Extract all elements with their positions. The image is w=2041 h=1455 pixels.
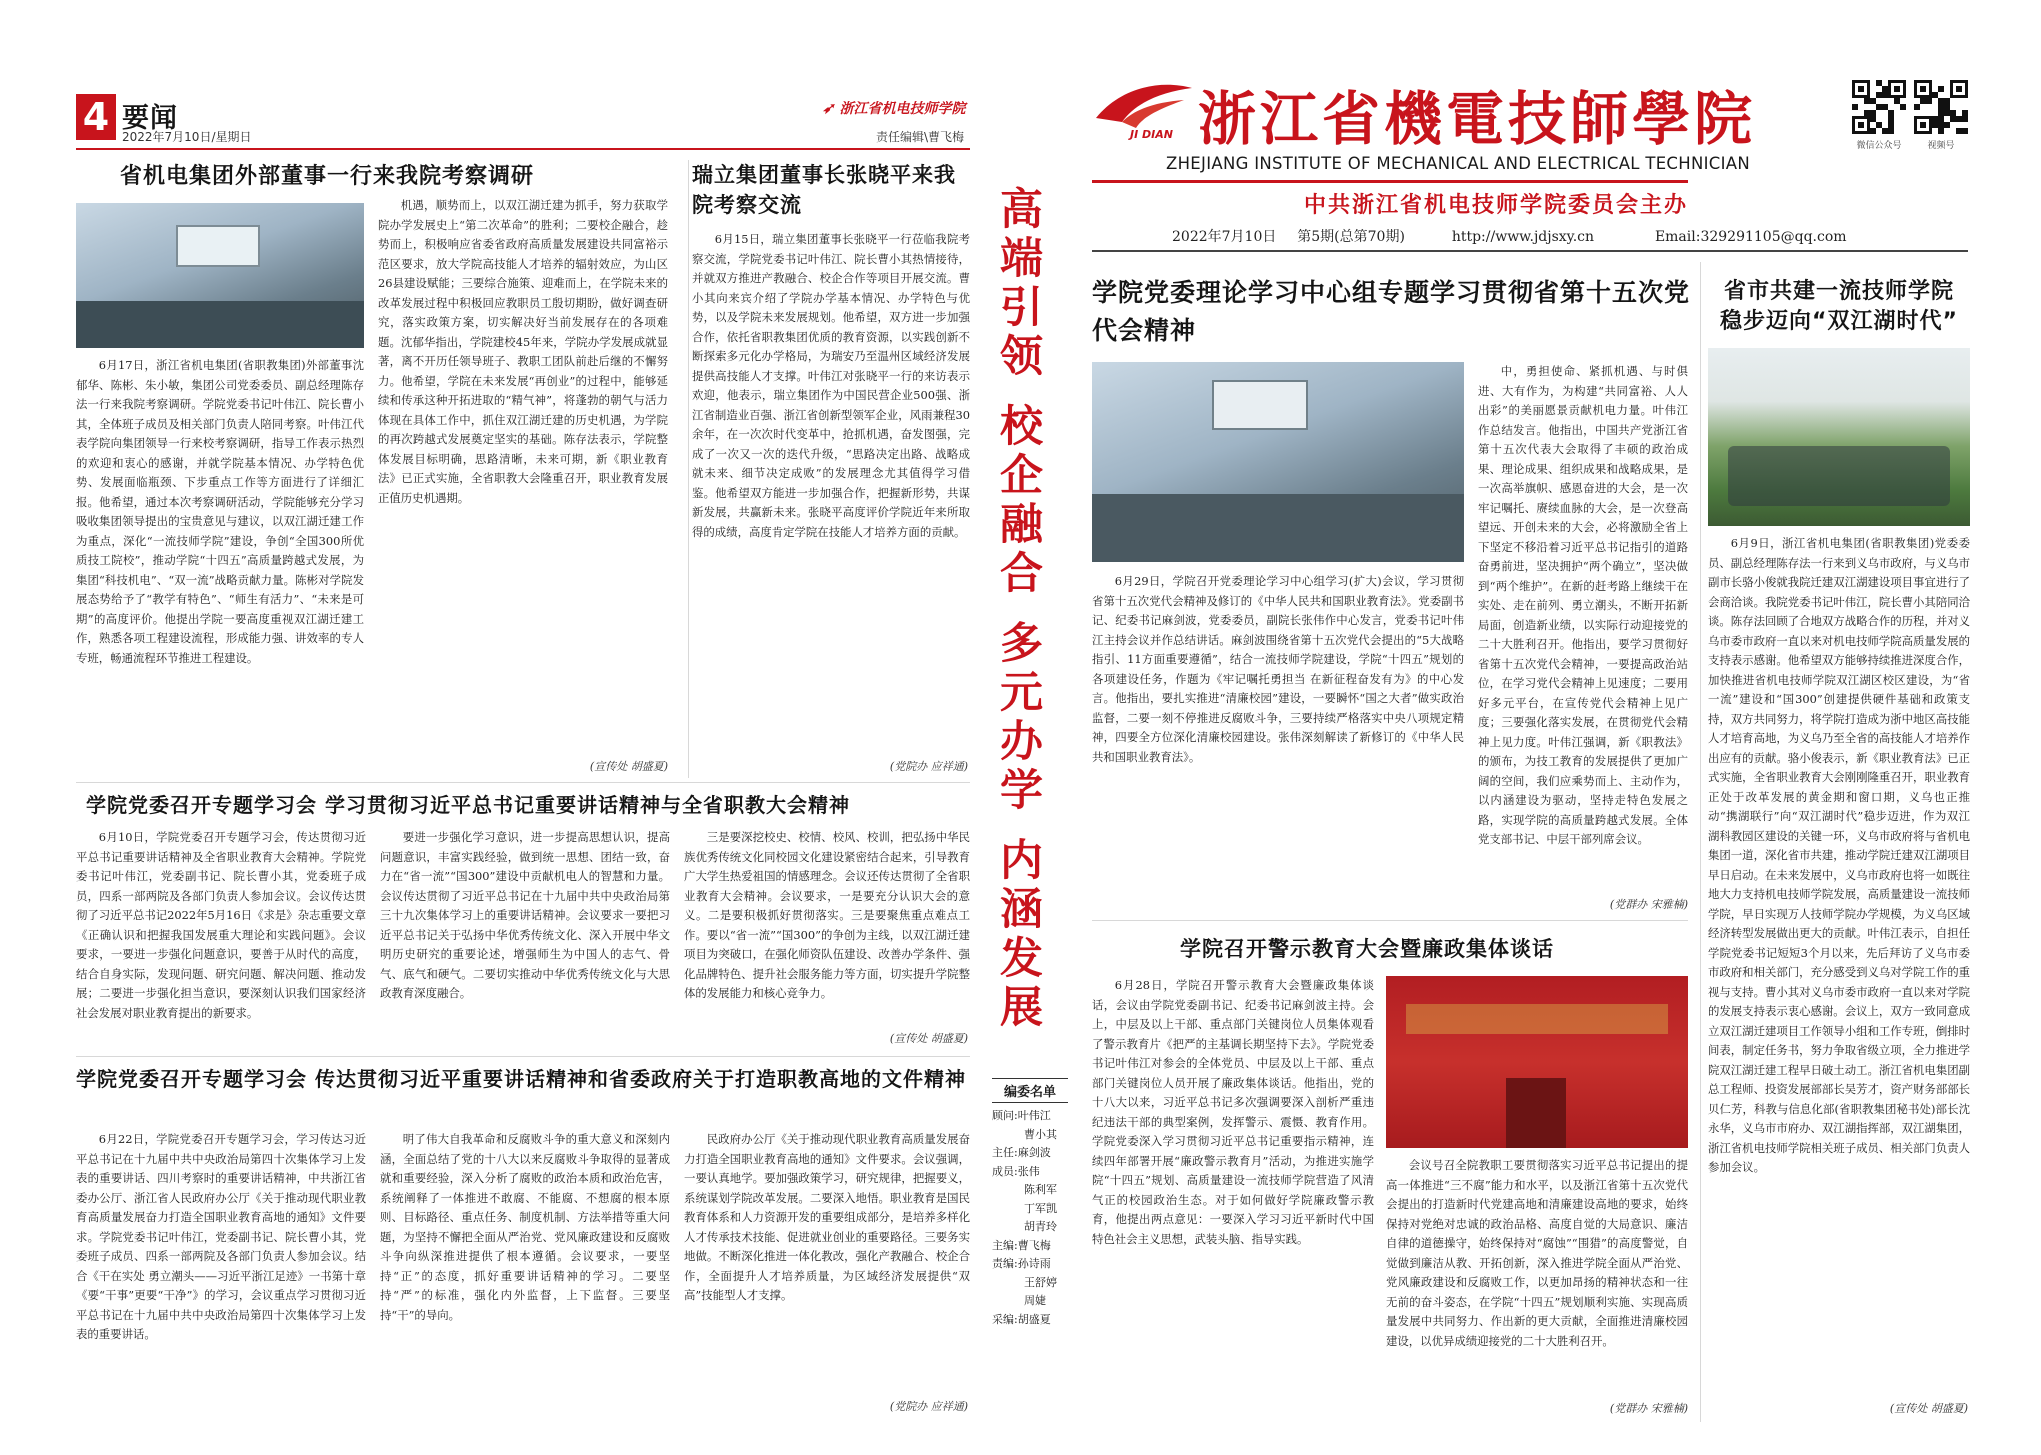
photo-group [1728,446,1950,506]
article-body-col2: 会议号召全院教职工要贯彻落实习近平总书记提出的提高一体推进“三不腐”能力和水平，以及浙江省第十五次党代会提出的打造新时代党建高地和清廉建设高地的要求，始终保持对党绝对忠诚的政治品格、高度自觉的大局意识、廉洁自律的道德操守，始终保持对“腐蚀”“围猎”的高度警觉，自觉做到廉洁从教、开拓创新，深入推进学院全面从严治党、党风廉政建设和反腐败工作，以更加昂扬的精神状态和一往无前的奋斗姿态，在学院“十四五”规划顺利实施、实现高质量发展中共同努力、作出新的更大贡献，全面推进清廉校园建设，以优异成绩迎接党的二十大胜利召开。 [1386,1158,1688,1348]
article-body: 6月15日，瑞立集团董事长张晓平一行莅临我院考察交流，学院党委书记叶伟江、院长曹小其热情接待，并就双方推进产教融合、校企合作等项目开展交流。曹小其向来宾介绍了学院办学基本情况、办学特色与优势，以及学院未来发展规划。他希望，双方进一步加强合作，依托省职教集团优质的教育资源，以实践创新不断探索多元化办学格局，为瑞安乃至温州区域经济发展提供高技能人才支撑。叶伟江对张晓平一行的来访表示欢迎，他表示，瑞立集团作为中国民营企业500强、浙江省制造业百强、浙江省创新型领军企业，风雨兼程30余年，在一次次时代变革中，抢抓机遇，奋发图强，完成了一次又一次的迭代升级，“思路决定出路、战略成就未来、细节决定成败”的发展理念尤其值得学习借鉴。他希望双方能进一步加强合作，把握新形势，共谋新发展，共赢新未来。张晓平高度评价学院近年来所取得的成绩，高度肯定学院在技能人才培养方面的贡献。 [692,232,970,539]
article-body-col2: 要进一步强化学习意识，进一步提高思想认识，提高问题意识，丰富实践经验，做到统一思想、团结一致，奋力在“省一流”“国300”建设中贡献机电人的智慧和力量。会议传达贯彻了习近平总书记在十九届中共中央政治局第三十九次集体学习上的重要讲话精神。会议要求一要把习近平总书记关于弘扬中华优秀传统文化、深入开展中华文明历史研究的重要论述，增强师生为中国人的志气、骨气、底气和硬气。二要切实推动中华优秀传统文化与大思政教育深度融合。 [380,830,670,1000]
masthead-title: 浙江省機電技師學院 [1198,85,1757,153]
article-body: 6月9日，浙江省机电集团(省职教集团)党委委员、副总经理陈存法一行来到义乌市政府，与义乌市副市长骆小俊就我院迁建双江湖建设项目事宜进行了会商洽谈。我院党委书记叶伟江，院长曹小其陪同洽谈。陈存法回顾了合地双方战略合作的历程，并对义乌市委市政府一直以来对机电技师学院高质量发展的支持表示感谢。他希望双方能够持续推进深度合作，加快推进省机电技师学院双江湖区校区建设，为“省一流”建设和“国300”创建提供硬件基础和政策支持，双方共同努力，将学院打造成为浙中地区高技能人才培育高地，为义乌乃至全省的高技能人才培养作出应有的贡献。骆小俊表示，新《职业教育法》已正式实施，全省职业教育大会刚刚隆重召开，职业教育正处于改革发展的黄金期和窗口期，义乌也正推动“携湖联行”向“双江湖时代”稳步迈进，作为双江湖科教园区建设的关键一环，义乌市政府将与省机电集团一道，深化省市共建，推动学院迁建双江湖项目早日启动。在未来发展中，义乌市政府也将一如既往地大力支持机电技师学院发展，高质量建设一流技师学院，早日实现万人技师学院办学规模，为义乌区域经济转型发展做出更大的贡献。叶伟江表示，自担任学院党委书记短短3个月以来，先后拜访了义乌市委市政府和相关部门，充分感受到义乌对学院工作的重视与支持。曹小其对义乌市委市政府一直以来对学院的发展支持表示衷心感谢。会议上，双方一致同意成立双江湖迁建项目工作领导小组和工作专班，倒排时间表，制定任务书，努力争取省级立项，全力推进学院双江湖迁建工程早日破土动工。浙江省机电集团副总工程师、投资发展部部长吴芳才，资产财务部部长贝仁芳，科教与信息化部(省职教集团秘书处)部长沈永华，义乌市市府办、双江湖指挥部，双江湖集团，浙江省机电技师学院相关班子成员、相关部门负责人参加会议。 [1708,536,1970,1174]
article-body-col1: 6月10日，学院党委召开专题学习会，传达贯彻习近平总书记重要讲话精神及全省职业教育大会精神。学院党委书记叶伟江，党委副书记、院长曹小其，党委班子成员，四系一部两院及各部门负责人参加会议。会议传达贯彻了习近平总书记2022年5月16日《求是》杂志重要文章《正确认识和把握我国发展重大理论和实践问题》。会议要求，一要进一步强化问题意识，要善于从时代的高度，结合自身实际，发现问题、研究问题、解决问题、推动发展；二要进一步强化担当意识，要深刻认识我们国家经济社会发展对职业教育提出的新要求。 [76,830,366,1020]
qr-code-wechat [1852,80,1906,134]
article-title: 省机电集团外部董事一行来我院考察调研 [120,164,535,189]
wing-icon: ➶ [822,99,835,117]
article-body-col3: 民政府办公厅《关于推动现代职业教育高质量发展奋力打造全国职业教育高地的通知》文件要求。会议强调，一要认真地学。要加强政策学习，研究规律，把握要义，系统谋划学院改革发展。二要深入地悟。职业教育是国民教育体系和人力资源开发的重要组成部分，是培养多样化人才传承技术技能、促进就业创业的重要路径。三要务实地做。不断深化推进一体化教改，强化产教融合、校企合作，全面提升人才培养质量，为区域经济发展提供“双高”技能型人才支撑。 [684,1132,970,1302]
article-byline: (宣传处 胡盛夏) [589,760,668,773]
editorial-board-line: 成员:张伟 [992,1164,1040,1178]
column-divider [1700,262,1701,1422]
editorial-board-line: 采编:胡盛夏 [992,1312,1051,1326]
editorial-board-line: 顾问:叶伟江 [992,1109,1051,1122]
article-photo [1386,976,1688,1148]
editorial-board-line: 周婕 [1024,1294,1046,1307]
section-divider [76,782,970,783]
masthead-sponsor: 中共浙江省机电技师学院委员会主办 [1304,193,1689,218]
article-photo [1092,362,1464,562]
article-title: 学院党委理论学习中心组专题学习贯彻省第十五次党代会精神 [1092,278,1691,345]
section-divider [76,1056,970,1057]
photo-podium [1506,1078,1566,1148]
article-byline: (党院办 应祥通) [889,760,968,773]
article-body-col1: 6月28日，学院召开警示教育大会暨廉政集体谈话，会议由学院党委副书记、纪委书记麻剑波主持。会上，中层及以上干部、重点部门关键岗位人员集体观看了警示教育片《把严的主基调长期坚持下去》。学院党委书记叶伟江对参会的全体党员、中层及以上干部、重点部门关键岗位人员开展了廉政集体谈话。他指出，党的十八大以来，习近平总书记多次强调要深入剖析严重违纪违法干部的典型案例，发挥警示、震慑、教育作用。学院党委深入学习贯彻习近平总书记重要指示精神，连续四年部署开展“廉政警示教育月”活动，为推进实施学院“十四五”规划、高质量建设一流技师学院营造了风清气正的校园政治生态。对于如何做好学院廉政警示教育，他提出两点意见：一要深入学习习近平新时代中国特色社会主义思想，武装头脑、指导实践。 [1092,978,1374,1246]
editorial-board-lines [992,1107,1068,1329]
left-logo-text: 浙江省机电技师学院 [839,101,966,117]
article-title: 瑞立集团董事长张晓平来我院考察交流 [692,163,956,217]
article-body-col1: 6月29日，学院召开党委理论学习中心组学习(扩大)会议，学习贯彻省第十五次党代会精神及修订的《中华人民共和国职业教育法》。党委副书记、纪委书记麻剑波，党委委员，副院长张伟作中心发言，党委书记叶伟江主持会议并作总结讲话。麻剑波围绕省第十五次党代会提出的“5大战略指引、11方面重要遵循”，结合一流技师学院建设，学院“十四五”规划的各项建设任务，作题为《牢记嘱托勇担当 在新征程奋发有为》的中心发言。他指出，要扎实推进“清廉校园”建设，一要瞬怀“国之大者”做实政治监督，二要一刻不停推进反腐败斗争，三要持续严格落实中央八项规定精神，四要全方位深化清廉校园建设。张伟深刻解读了新修订的《中华人民共和国职业教育法》。 [1092,574,1464,764]
masthead-red-band [1092,180,1688,183]
masthead-email[interactable]: Email:329291105@qq.com [1654,229,1847,245]
editorial-board-title: 编委名单 [992,1078,1068,1103]
page-number-badge: 4 [76,94,116,140]
editorial-board-line: 丁军凯 [1024,1201,1057,1215]
editor-credit: 责任编辑\曹飞梅 [876,130,965,144]
qr-label-video: 视频号 [1927,141,1955,151]
article-body-col2: 中，勇担使命、紧抓机遇、与时俱进、大有作为，为构建“共同富裕、人人出彩”的美丽愿景贡献机电力量。叶伟江作总结发言。他指出，中国共产党浙江省第十五次代表大会取得了丰硕的政治成果、理论成果、组织成果和战略成果，是一次高举旗帜、感恩奋进的大会，是一次牢记嘱托、赓续血脉的大会，是一次登高望远、开创未来的大会，必将激励全省上下坚定不移沿着习近平总书记指引的道路奋勇前进，坚决拥护“两个确立”，坚决做到“两个维护”。在新的赶考路上继续干在实处、走在前列、勇立潮头，不断开拓新局面，创造新业绩，以实际行动迎接党的二十大胜利召开。他指出，要学习贯彻好省第十五次党代会精神，一要提高政治站位，在学习党代会精神上见速度；二要用好多元平台，在宣传党代会精神上见广度；三要强化落实发展，在贯彻党代会精神上见力度。叶伟江强调，新《职教法》的颁布，为技工教育的发展提供了更加广阔的空间，我们应乘势而上、主动作为，以内涵建设为驱动，坚持走特色发展之路，实现学院的高质量跨越式发展。全体党支部书记、中层干部列席会议。 [1478,364,1688,846]
article-body-col2: 明了伟大自我革命和反腐败斗争的重大意义和深刻内涵，全面总结了党的十八大以来反腐败斗争取得的显著成就和重要经验，深入分析了腐败的政治本质和政治危害，系统阐释了一体推进不敢腐、不能腐、不想腐的根本原则、目标路径、重点任务、制度机制、方法举措等重大问题，为坚持不懈把全面从严治党、党风廉政建设和反腐败斗争向纵深推进提供了根本遵循。会议要求，一要坚持“正”的态度，抓好重要讲话精神的学习。二要坚持“严”的标准，强化内外监督，上下监督。三要坚持“干”的导向。 [380,1132,670,1322]
masthead-rule [1092,250,1968,252]
section-title: 要闻 [122,103,178,134]
editorial-board-line: 主编:曹飞梅 [992,1238,1051,1252]
article-title: 学院召开警示教育大会暨廉政集体谈话 [1180,937,1554,961]
editorial-board-line: 王舒婷 [1024,1275,1057,1289]
slogan-vertical: 高端引领 校企融合 多元办学 内涵发展 [993,186,1043,1033]
article-byline: (党群办 宋雅楠) [1609,1402,1688,1415]
photo-banner [1406,1004,1668,1034]
left-header-rule [76,148,970,150]
article-body-col1: 6月17日，浙江省机电集团(省职教集团)外部董事沈郁华、陈彬、朱小敏，集团公司党委委员、副总经理陈存法一行来我院考察调研。学院党委书记叶伟江、院长曹小其，全体班子成员及相关部门负责人陪同考察。叶伟江代表学院向集团领导一行来校考察调研，指导工作表示热烈的欢迎和衷心的感谢，并就学院基本情况、办学特色优势、发展面临瓶颈、下步重点工作等方面进行了详细汇报。他希望，通过本次考察调研活动，学院能够充分学习吸收集团领导提出的宝贵意见与建议，以双江湖迁建工作为重点，深化“一流技师学院”建设，争创“全国300所优质技工院校”，推动学院“十四五”高质量跨越式发展，为集团“科技机电”、“双一流”战略贡献力量。陈彬对学院发展态势给予了“教学有特色”、“师生有活力”、“未来是可期”的高度评价。他提出学院一要高度重视双江湖迁建工作，熟悉各项工程建设流程，形成能力强、讲效率的专人专班，畅通流程环节推进工程建设。 [76,358,364,665]
masthead-info-line [1172,226,1847,246]
editorial-board [992,1078,1068,1329]
article-byline: (党群办 宋雅楠) [1609,898,1688,911]
photo-table [1092,494,1464,562]
editorial-board-line: 主任:麻剑波 [992,1146,1051,1159]
editorial-board-line: 陈利军 [1024,1183,1057,1196]
photo-screen [176,225,260,267]
left-date-line: 2022年7月10日/星期日 [122,130,252,144]
article-byline: (党院办 应祥通) [889,1400,968,1413]
article-body-col3: 三是要深挖校史、校情、校风、校训，把弘扬中华民族优秀传统文化同校园文化建设紧密结合起来，引导教育广大学生热爱祖国的情感理念。会议还传达贯彻了全省职业教育大会精神。会议要求，一是要充分认识大会的意义。二是要积极抓好贯彻落实。三是要聚焦重点难点工作。要以“省一流”“国300”的争创为主线，以双江湖迁建项目为突破口，在强化师资队伍建设、改善办学条件、强化品牌特色、提升社会服务能力等方面，切实提升学院整体的发展能力和核心竞争力。 [684,830,970,1000]
article-photo [1708,348,1970,526]
editorial-board-line: 曹小其 [1024,1127,1057,1141]
masthead-issue: 第5期(总第70期) [1297,229,1405,245]
article-title: 学院党委召开专题学习会 学习贯彻习近平总书记重要讲话精神与全省职教大会精神 [86,793,850,817]
column-divider [688,160,689,778]
masthead-logo-mark [1092,78,1196,144]
photo-table [76,301,364,348]
left-logo [822,98,965,118]
logo-mark-text: JI DIAN [1130,128,1173,141]
article-body-col1: 6月22日，学院党委召开专题学习会，学习传达习近平总书记在十九届中共中央政治局第四十次集体学习上发表的重要讲话、四川考察时的重要讲话精神，中共浙江省委办公厅、浙江省人民政府办公厅《关于推动现代职业教育高质量发展奋力打造全国职业教育高地的通知》文件要求。学院党委书记叶伟江，党委副书记、院长曹小其，党委班子成员、四系一部两院及各部门负责人参加会议。结合《干在实处 勇立潮头——习近平浙江足迹》一书第十章《要“干事”更要“干净”》的学习，会议重点学习贯彻习近平总书记在十九届中共中央政治局第四十次集体学习上发表的重要讲话。 [76,1132,366,1341]
editorial-board-line: 胡青玲 [1024,1220,1057,1233]
article-body-col2: 机遇，顺势而上，以双江湖迁建为抓手，努力获取学院办学发展史上“第二次革命”的胜利；二要校企融合，趁势而上，积极响应省委省政府高质量发展建设共同富裕示范区要求，放大学院高技能人才培养的辐射效应，为山区26县建设赋能；三要综合施策、迎难而上，在学院未来的改革发展过程中积极回应教职员工殷切期盼，做好调查研究，落实政策方案，切实解决好当前发展存在的各项难题。沈郁华指出，学院建校45年来，学院办学发展成就显著，离不开历任领导班子、教职工团队前赴后继的不懈努力。他希望，学院在未来发展“再创业”的过程中，能够延续和传承这种开拓进取的“精气神”，将蓬勃的朝气与活力体现在具体工作中，抓住双江湖迁建的历史机遇，为学院的再次跨越式发展奠定坚实的基础。陈存法表示，学院整体发展目标明确，思路清晰，未来可期，新《职业教育法》已正式实施，全省职教大会隆重召开，职业教育发展正值历史机遇期。 [378,198,668,505]
article-photo [76,203,364,348]
section-divider [1092,920,1688,921]
masthead-english: ZHEJIANG INSTITUTE OF MECHANICAL AND ELECTRICAL TECHNICIAN [1166,154,1750,173]
article-title-line2: 稳步迈向“双江湖时代” [1720,309,1958,334]
masthead-url[interactable]: http://www.jdjsxy.cn [1451,229,1595,245]
qr-code-video [1914,80,1968,134]
editorial-board-line: 责编:孙诗雨 [992,1257,1051,1270]
qr-label-wechat: 微信公众号 [1856,141,1902,151]
article-byline: (宣传处 胡盛夏) [1889,1402,1968,1415]
article-byline: (宣传处 胡盛夏) [889,1032,968,1045]
masthead-date: 2022年7月10日 [1172,229,1277,245]
article-title: 学院党委召开专题学习会 传达贯彻习近平重要讲话精神和省委政府关于打造职教高地的文件精神 [76,1067,966,1091]
article-title-line1: 省市共建一流技师学院 [1723,279,1954,304]
photo-screen [1212,380,1308,430]
